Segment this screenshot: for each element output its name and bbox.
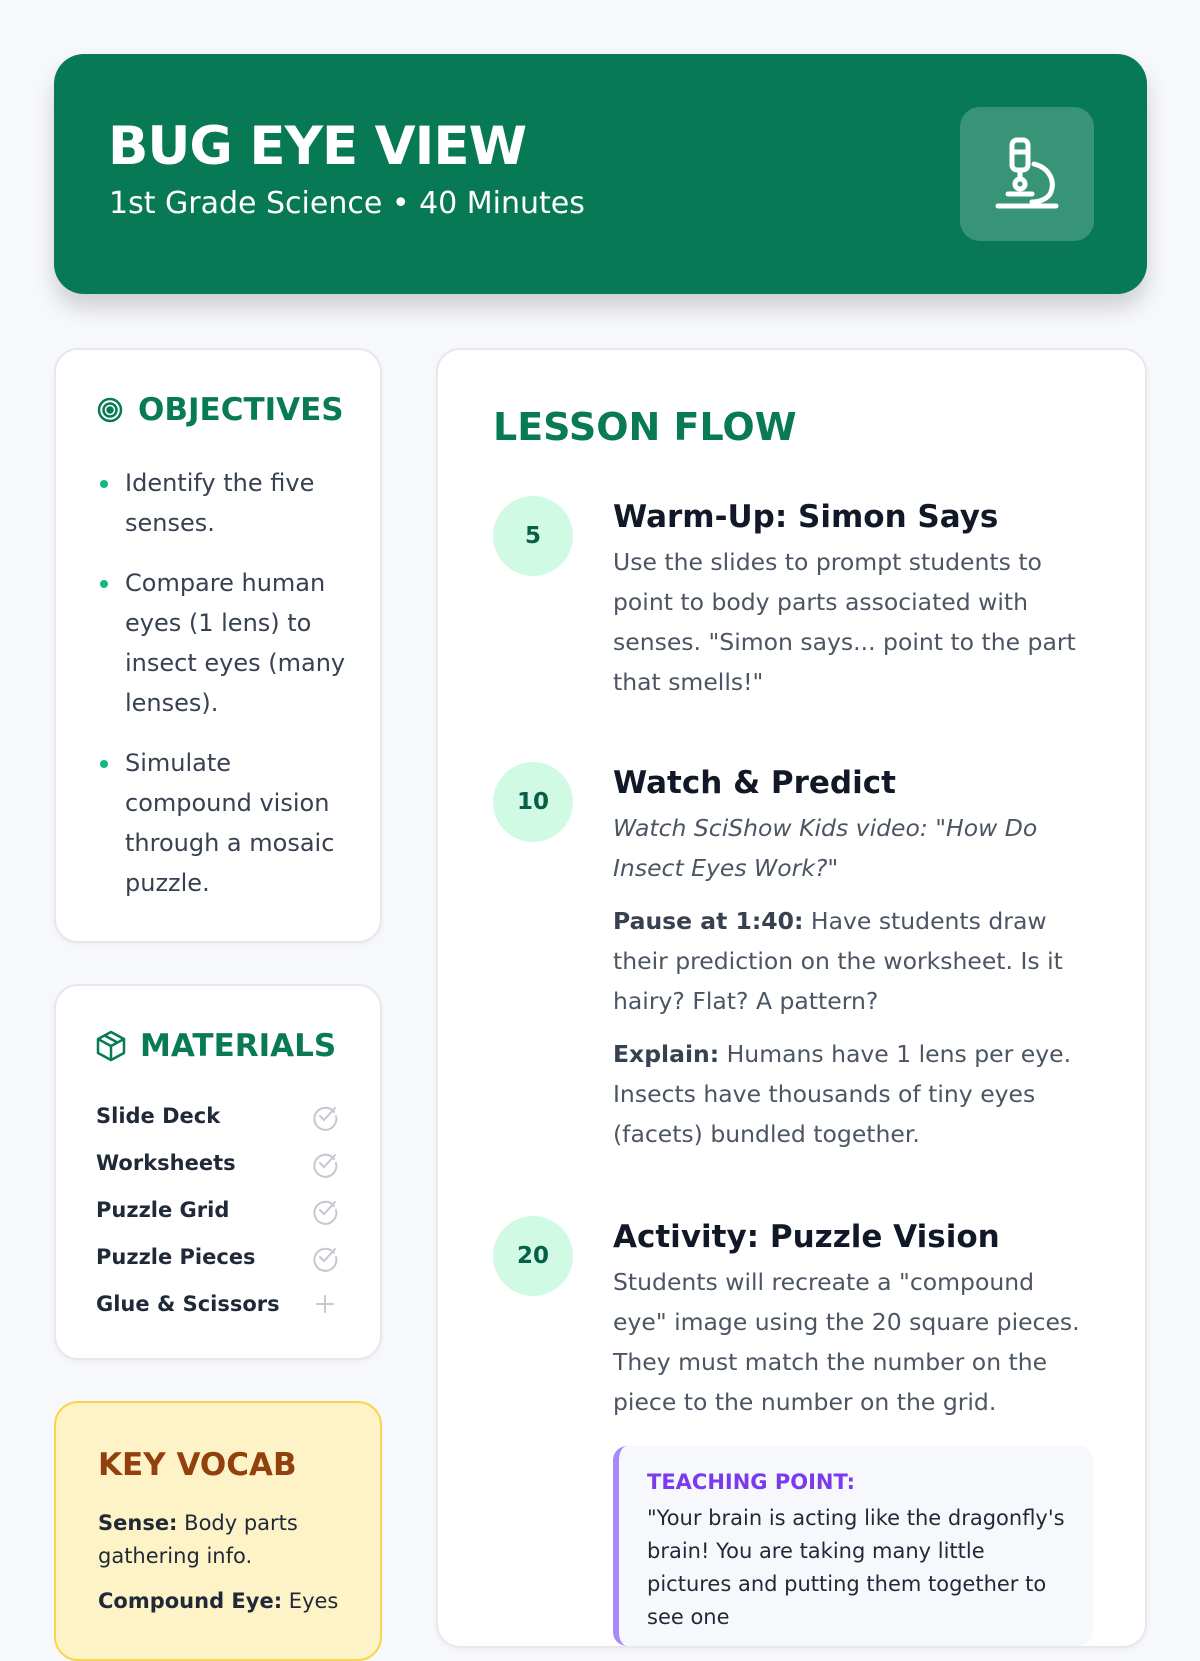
check-circle-icon[interactable]	[312, 1150, 338, 1176]
objectives-heading: OBJECTIVES	[138, 392, 344, 428]
vocab-item	[98, 1507, 348, 1573]
step-pause-text	[613, 901, 1093, 1021]
objective-item: Compare human eyes (1 lens) to insect eyes (many lenses).	[98, 563, 360, 723]
step-text: Use the slides to prompt students to point to body parts associated with senses. "Simon says... point to the part that smells!"	[613, 548, 1076, 696]
objectives-card	[54, 348, 382, 943]
teaching-point-text: "Your brain is acting like the dragonfly's brain! You are taking many little pictures and putting them together to see one	[647, 1506, 1065, 1629]
material-label: Slide Deck	[96, 1103, 221, 1128]
lesson-header	[54, 54, 1147, 294]
vocab-definition: Eyes	[288, 1589, 339, 1613]
step-title: Warm-Up: Simon Says	[613, 499, 999, 535]
vocab-term: Compound Eye:	[98, 1589, 283, 1613]
pause-label: Pause at 1:40:	[613, 907, 804, 935]
teaching-point-label: TEACHING POINT:	[647, 1470, 856, 1494]
check-circle-icon[interactable]	[312, 1244, 338, 1270]
step-body	[613, 762, 1093, 1154]
lesson-flow-card	[436, 348, 1147, 1648]
step-minutes-badge: 5	[493, 496, 573, 576]
explain-text: Humans have 1 lens per eye. Insects have thousands of tiny eyes (facets) bundled together.	[613, 1040, 1072, 1148]
lesson-title: BUG EYE VIEW	[108, 116, 527, 177]
lesson-flow-heading: LESSON FLOW	[493, 405, 797, 449]
teaching-point-box	[613, 1446, 1093, 1646]
microscope-icon	[992, 136, 1062, 212]
vocab-card	[54, 1401, 382, 1661]
box-icon	[96, 1030, 126, 1062]
pause-text: Have students draw their prediction on the worksheet. Is it hairy? Flat? A pattern?	[613, 907, 1063, 1015]
step-body	[613, 1216, 1093, 1646]
target-icon	[96, 396, 124, 424]
vocab-list	[98, 1507, 348, 1618]
lesson-subtitle: 1st Grade Science • 40 Minutes	[109, 186, 585, 221]
step-text: Students will recreate a "compound eye" image using the 20 square pieces. They must match the number on the piece to the number on the grid.	[613, 1268, 1080, 1416]
objective-item: Simulate compound vision through a mosaic puzzle.	[98, 743, 360, 903]
material-label: Puzzle Grid	[96, 1197, 230, 1222]
microscope-icon-box	[960, 107, 1094, 241]
vocab-term: Sense:	[98, 1511, 178, 1535]
step-body	[613, 496, 1093, 702]
materials-list	[96, 1092, 338, 1327]
step-title: Watch & Predict	[613, 765, 896, 801]
materials-card	[54, 984, 382, 1360]
step-title: Activity: Puzzle Vision	[613, 1219, 1000, 1255]
material-item[interactable]	[96, 1092, 338, 1139]
material-item[interactable]	[96, 1186, 338, 1233]
materials-heading: MATERIALS	[140, 1028, 337, 1064]
vocab-definition: Body parts gathering info.	[98, 1511, 298, 1568]
vocab-heading: KEY VOCAB	[98, 1447, 297, 1483]
step-video-text: Watch SciShow Kids video: "How Do Insect Eyes Work?"	[613, 814, 1038, 882]
material-item[interactable]	[96, 1139, 338, 1186]
material-item[interactable]	[96, 1233, 338, 1280]
objectives-list	[98, 463, 360, 923]
check-circle-icon[interactable]	[312, 1197, 338, 1223]
material-item[interactable]	[96, 1280, 338, 1327]
plus-icon[interactable]	[312, 1291, 338, 1317]
objectives-header	[96, 392, 344, 428]
material-label: Worksheets	[96, 1150, 236, 1175]
vocab-item	[98, 1585, 348, 1618]
objective-item: Identify the five senses.	[98, 463, 360, 543]
materials-header	[96, 1028, 336, 1064]
step-minutes-badge: 10	[493, 762, 573, 842]
material-label: Glue & Scissors	[96, 1291, 280, 1316]
explain-label: Explain:	[613, 1040, 720, 1068]
check-circle-icon[interactable]	[312, 1103, 338, 1129]
material-label: Puzzle Pieces	[96, 1244, 256, 1269]
step-minutes-badge: 20	[493, 1216, 573, 1296]
step-explain-text	[613, 1034, 1093, 1154]
